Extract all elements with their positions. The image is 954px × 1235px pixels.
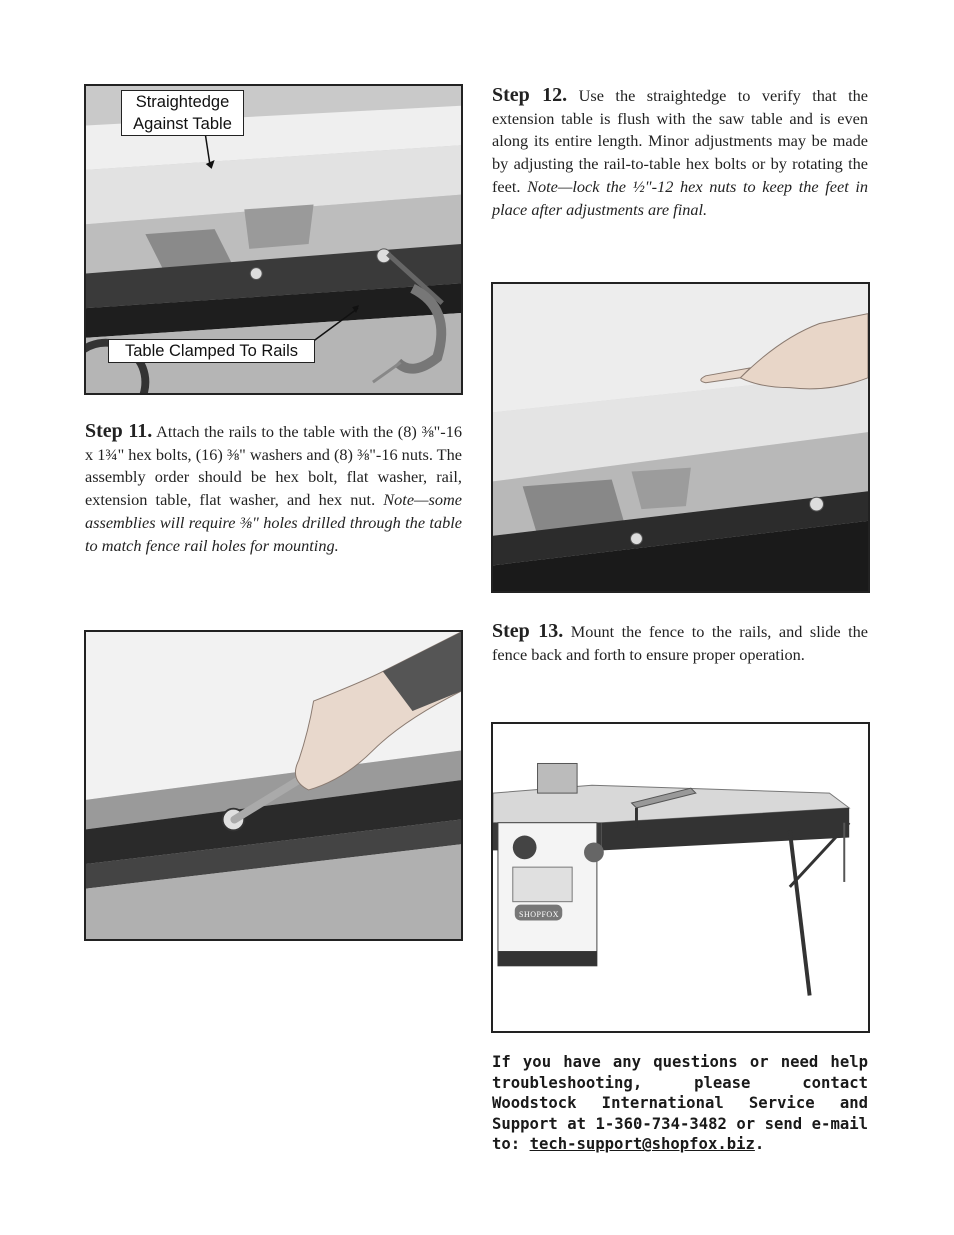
step-11-heading: Step 11. bbox=[85, 420, 153, 442]
callout-table-clamped: Table Clamped To Rails bbox=[108, 339, 315, 363]
step-12 bbox=[492, 84, 868, 221]
hand-straightedge-illustration bbox=[493, 284, 868, 591]
figure-table-saw-photo bbox=[491, 722, 870, 1033]
support-text: If you have any questions or need help troubleshooting, please contact Woodstock International Service and Support at 1-360-734-3482 or send e-mail to: bbox=[492, 1053, 868, 1154]
step-13-heading: Step 13. bbox=[492, 620, 564, 642]
step-12-text: Use the straightedge to verify that the extension table is flush with the saw table and is even along its entire length. Minor adjustments may be made by adjusting the rail-to-table hex bolts or by rotating the feet. bbox=[492, 86, 868, 196]
step-11-note: Note—some assemblies will require ⅜" holes drilled through the table to match fence rail holes for mounting. bbox=[85, 490, 462, 555]
figure-hand-straightedge-photo bbox=[491, 282, 870, 593]
shopfox-brand-plate: SHOPFOX bbox=[519, 910, 559, 919]
step-11 bbox=[85, 420, 462, 557]
table-saw-illustration bbox=[493, 724, 868, 1031]
support-contact-note bbox=[492, 1052, 868, 1155]
step-11-text: Attach the rails to the table with the (8) ⅜"-16 x 1¾" hex bolts, (16) ⅜" washers and (8) ⅜"-16 nuts. The assembly order should be hex bolt, flat washer, rail, extension table, flat washer, and hex nut. bbox=[85, 422, 462, 510]
support-email-link[interactable]: tech-support@shopfox.biz bbox=[529, 1135, 755, 1154]
figure-wrench-photo bbox=[84, 630, 463, 941]
step-12-note: Note—lock the ½"-12 hex nuts to keep the feet in place after adjustments are final. bbox=[492, 176, 869, 219]
step-13 bbox=[492, 620, 868, 666]
callout-straightedge-line-2: Against Table bbox=[133, 115, 232, 133]
step-12-heading: Step 12. bbox=[492, 84, 568, 106]
step-13-text: Mount the fence to the rails, and slide the fence back and forth to ensure proper operation. bbox=[492, 622, 869, 664]
callout-straightedge bbox=[121, 90, 244, 136]
wrench-illustration bbox=[86, 632, 461, 939]
callout-straightedge-line-1: Straightedge bbox=[135, 93, 230, 111]
support-trailing: . bbox=[754, 1135, 765, 1154]
figure-straightedge-clamp-photo bbox=[84, 84, 463, 395]
